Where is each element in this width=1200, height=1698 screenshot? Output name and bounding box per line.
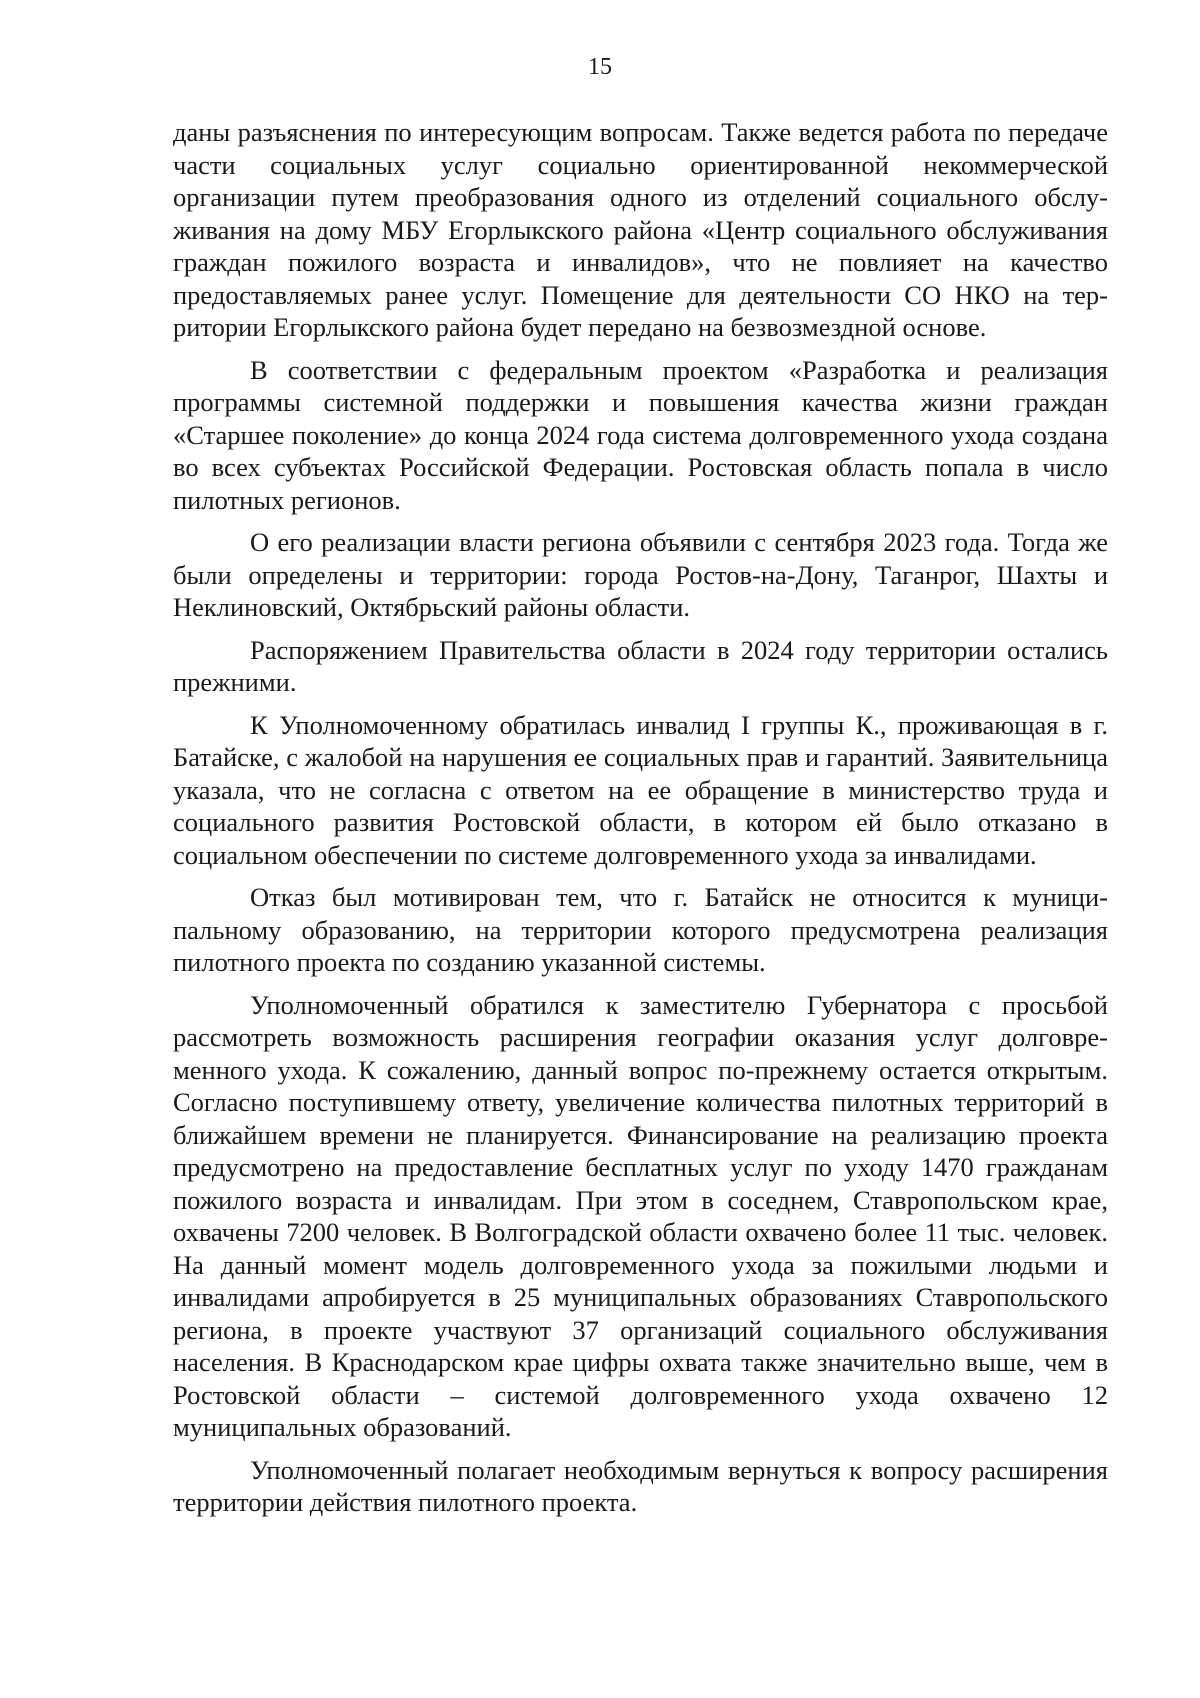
paragraph: Отказ был мотивирован тем, что г. Батайск не относится к муниципальному образованию, на территории которого предусмотрена реализация пилотного проекта по созданию указанной системы. <box>173 882 1108 977</box>
page-number: 15 <box>588 54 612 80</box>
paragraph: Уполномоченный полагает необходимым вернуться к вопросу расширения территории действия пилотного проекта. <box>173 1454 1108 1517</box>
paragraph-continued: даны разъяснения по интересующим вопросам. Также ведется работа по передаче части социальных услуг социально ориентированной некоммерческой организации путем преобразования одного из отделений социального обслуживания на дому МБУ Егорлыкского района «Центр социального обслуживания граждан пожилого возраста и инвалидов», что не повлияет на качество предоставляемых ранее услуг. Помещение для деятельности СО НКО на территории Егорлыкского района будет передано на безвозмездной основе. <box>173 117 1108 342</box>
paragraph: О его реализации власти региона объявили с сентября 2023 года. Тогда же были определены и территории: города Ростов-на-Дону, Таганрог, Шахты и Неклиновский, Октябрьский районы области. <box>173 527 1108 622</box>
paragraph: Уполномоченный обратился к заместителю Губернатора с просьбой рассмотреть возможность расширения географии оказания услуг долговременного ухода. К сожалению, данный вопрос по-прежнему остается открытым. Согласно поступившему ответу, увеличение количества пилотных территорий в ближайшем времени не планируется. Финансирование на реализацию проекта предусмотрено на предоставление бесплатных услуг по уходу 1470 гражданам пожилого возраста и инвалидам. При этом в соседнем, Ставропольском крае, охвачены 7200 человек. В Волгоградской области охвачено более 11 тыс. человек. На данный момент модель долговременного ухода за пожилыми людьми и инвалидами апробируется в 25 муниципальных образованиях Ставропольского региона, в проекте участвуют 37 организаций социального обслуживания населения. В Краснодарском крае цифры охвата также значительно выше, чем в Ростовской области – системой долговременного ухода охвачено 12 муниципальных образований. <box>173 989 1108 1442</box>
paragraph: К Уполномоченному обратилась инвалид I группы К., проживающая в г. Батайске, с жалобой на нарушения ее социальных прав и гарантий. Заявительница указала, что не согласна с ответом на ее обращение в министерство труда и социального развития Ростовской области, в котором ей было отказано в социальном обеспечении по системе долговременного ухода за инвалидами. <box>173 709 1108 870</box>
paragraph: В соответствии с федеральным проектом «Разработка и реализация программы системной поддержки и повышения качества жизни граждан «Старшее поколение» до конца 2024 года система долговременного ухода создана во всех субъектах Российской Федерации. Ростовская область попала в число пилотных регионов. <box>173 354 1108 515</box>
document-body <box>173 116 1108 1529</box>
paragraph: Распоряжением Правительства области в 2024 году территории остались прежними. <box>173 634 1108 697</box>
